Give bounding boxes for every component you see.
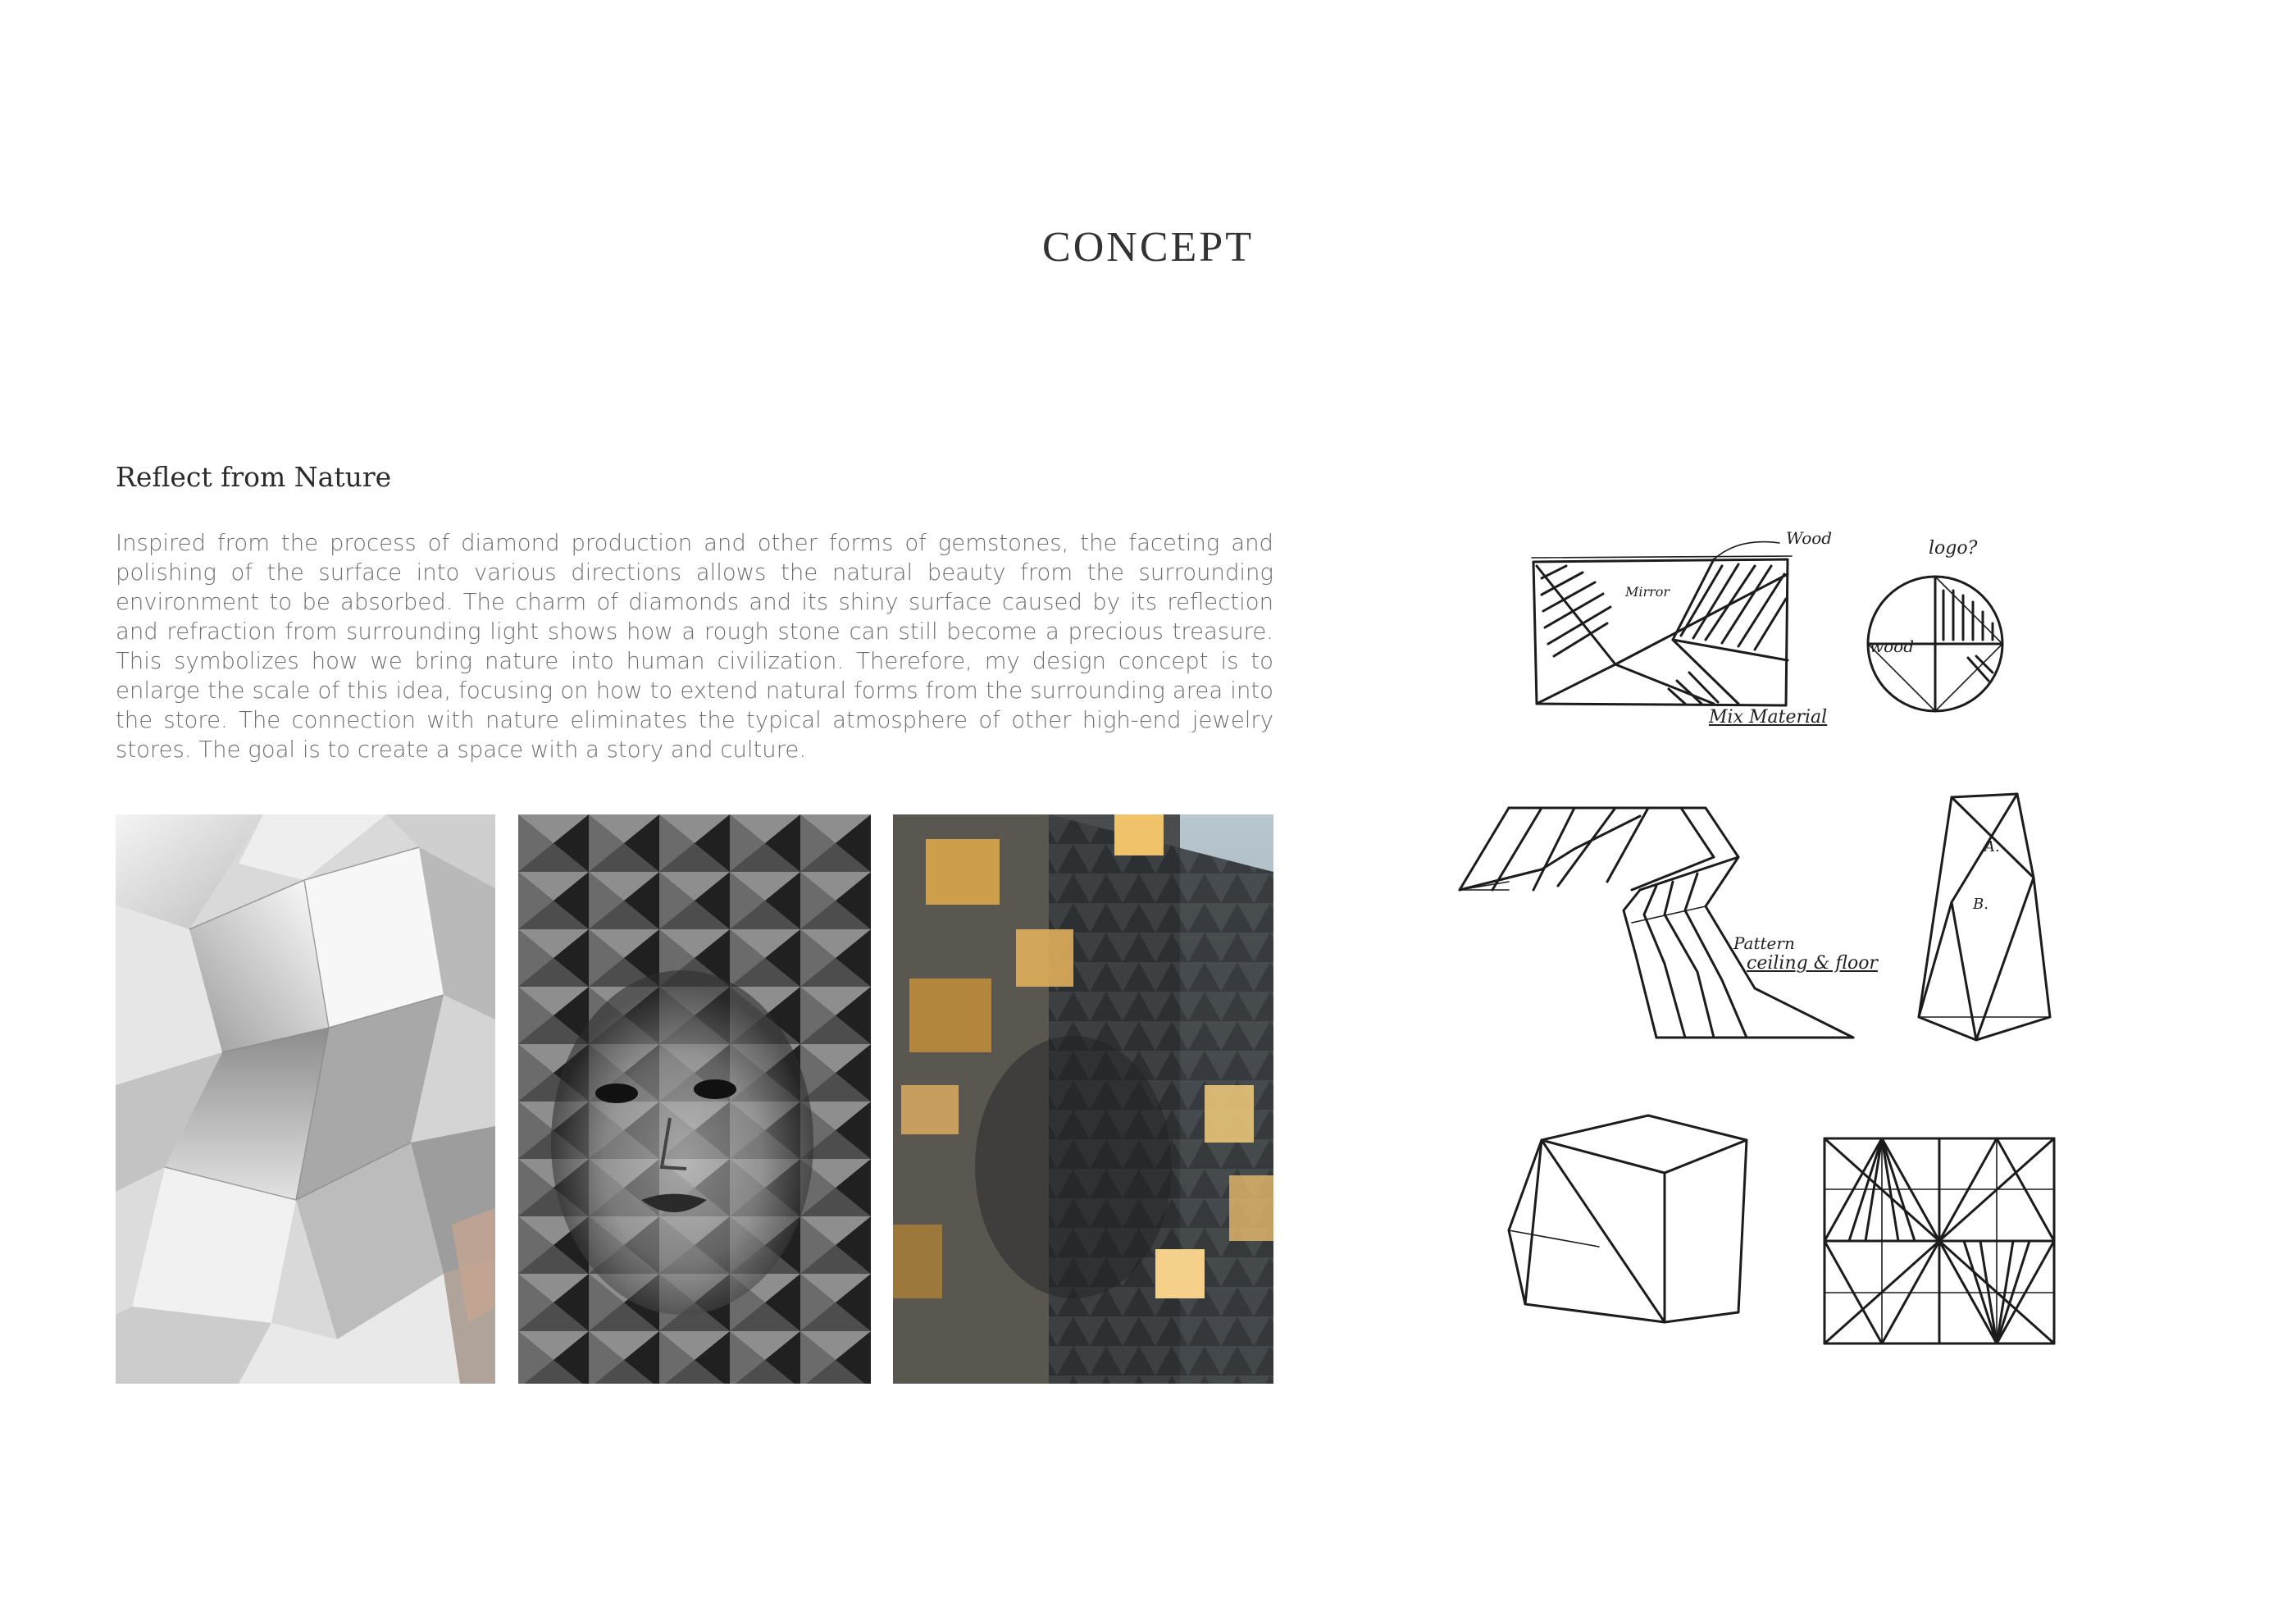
gold-facade-photo <box>893 814 1273 1384</box>
note-label-a: A. <box>1984 838 2000 855</box>
sketch-diamond-grid <box>1816 1132 2054 1345</box>
diamond-mosaic-portrait-photo <box>518 814 871 1384</box>
note-ceiling-floor: ceiling & floor <box>1747 953 1878 974</box>
note-label-b: B. <box>1973 896 1988 913</box>
note-logo: logo? <box>1929 538 1978 559</box>
section-heading: Reflect from Nature <box>116 461 392 493</box>
note-mirror: Mirror <box>1625 584 1670 600</box>
note-pattern: Pattern <box>1733 933 1795 953</box>
note-mix-material: Mix Material <box>1709 707 1828 728</box>
sketch-distorted-cube <box>1501 1107 1747 1329</box>
concept-paragraph: Inspired from the process of diamond production and other forms of gemstones, the faceting and polishing of the surface into various directions allows the natural beauty from the surrounding environment to be absorbed. The charm of diamonds and its shiny surface caused by its reflection and refraction from surrounding light shows how a rough stone can still become a precious treasure. This symbolizes how we bring nature into human civilization. Therefore, my design concept is to enlarge the scale of this idea, focusing on how to extend natural forms from the surrounding area into the store. The connection with nature eliminates the typical atmosphere of other high-end jewelry stores. The goal is to create a space with a story and culture. <box>116 530 1273 763</box>
sketch-mix-material-panel <box>1525 541 1804 730</box>
sketch-twisted-prism <box>1902 787 2066 1050</box>
note-wood: Wood <box>1786 528 1833 548</box>
sketch-ceiling-floor-pattern <box>1460 800 1870 1046</box>
faceted-mirror-photo <box>116 814 495 1384</box>
note-wood-circle: wood <box>1870 636 1915 656</box>
page-title: CONCEPT <box>1042 224 1254 271</box>
